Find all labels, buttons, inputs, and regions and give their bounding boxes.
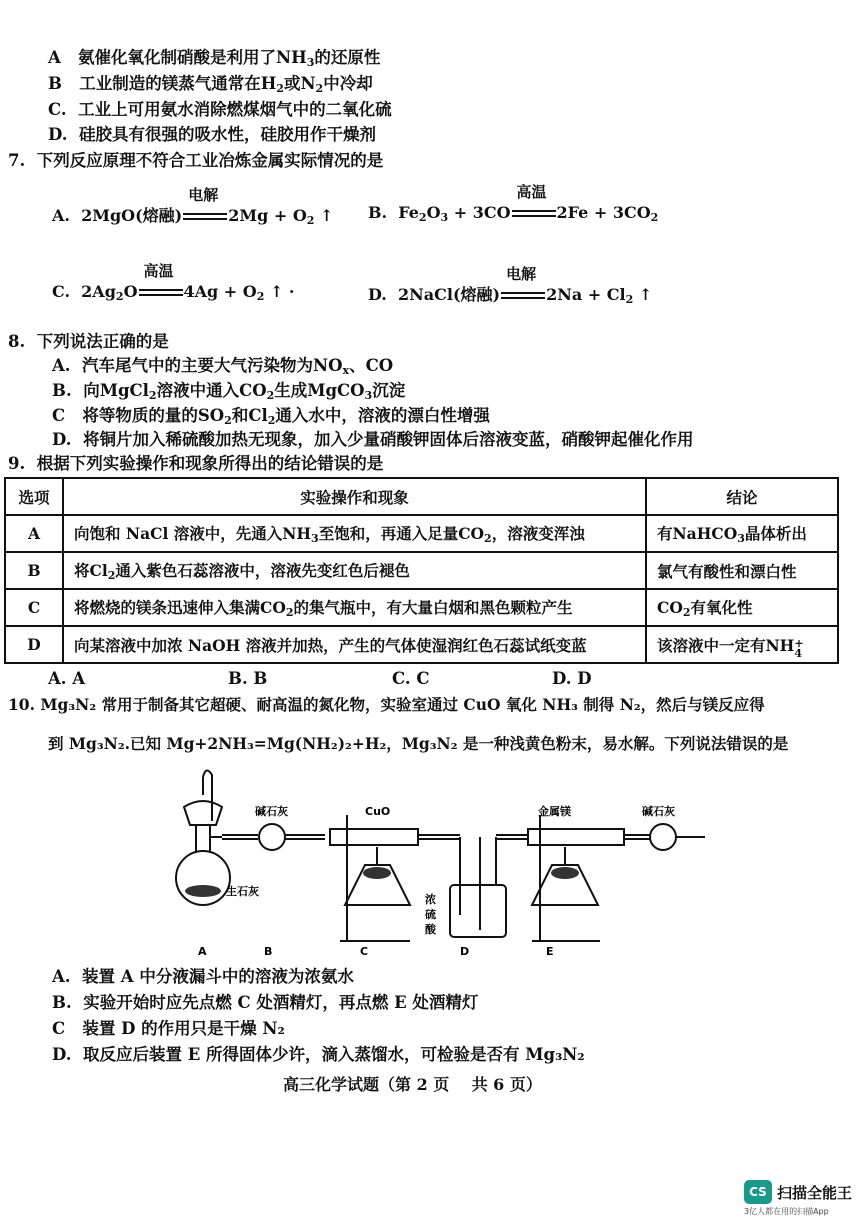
q8-option-c: C 将等物质的量的$SO_2$和$Cl_2$通入水中，溶液的漂白性增强 [52,406,490,427]
q7-option-b: B. $Fe_2O_3 + 3CO$ 高温 $2Fe + 3CO_2$ [368,183,659,224]
row-operation: 将燃烧的镁条迅速伸入集满$CO_2$的集气瓶中，有大量白烟和黑色颗粒产生 [63,589,646,626]
q7-option-c: C. $2Ag_2O$ 高温 $4Ag + O_2$ ↑ · [52,262,295,303]
q9-stem: 9. 根据下列实验操作和现象所得出的结论错误的是 [8,454,384,473]
row-conclusion: 有NaHCO$_3$晶体析出 [646,515,838,552]
table-row [5,626,838,663]
label-cuo: CuO [365,805,391,818]
label-acid-2: 硫 [425,908,436,921]
q6-option-b: B 工业制造的镁蒸气通常在$H_2$或$N_2$中冷却 [48,74,373,95]
unit-d: D [460,945,470,958]
q9-table [4,477,839,664]
q9-answer-b: B. B [228,669,268,688]
q10-option-c: C 装置 D 的作用只是干燥 N₂ [52,1019,285,1038]
apparatus-diagram [160,765,720,960]
q10-option-d: D. 取反应后装置 E 所得固体少许，滴入蒸馏水，可检验是否有 Mg₃N₂ [52,1045,585,1064]
row-option: D [5,626,63,663]
label-soda-lime: 碱石灰 [255,805,288,818]
row-operation: 向某溶液中加浓 NaOH 溶液并加热，产生的气体使湿润红色石蕊试纸变蓝 [63,626,646,663]
q8-option-a: A. 汽车尾气中的主要大气污染物为$NO_x$、CO [52,356,394,377]
q8-stem: 8. 下列说法正确的是 [8,332,169,351]
row-conclusion: 该溶液中一定有NH + 4 [646,626,838,663]
table-row [5,552,838,589]
header-conclusion: 结论 [646,478,838,515]
q7-option-a: A. 2MgO(熔融) 电解 $2Mg + O_2$ ↑ [52,186,334,227]
q6-option-d: D. 硅胶具有很强的吸水性，硅胶用作干燥剂 [48,125,376,144]
label-soda-lime-2: 碱石灰 [642,805,675,818]
q8-option-b: B. 向MgCl$_2$溶液中通入$CO_2$生成MgCO$_3$沉淀 [52,381,406,402]
table-row [5,515,838,552]
page-footer: 高三化学试题（第 2 页 共 6 页） [283,1075,542,1094]
scanner-watermark: CS 扫描全能王 3亿人都在用的扫描App [744,1180,852,1217]
header-operation: 实验操作和现象 [63,478,646,515]
q6-option-c: C. 工业上可用氨水消除燃煤烟气中的二氧化硫 [48,100,392,119]
unit-e: E [546,945,554,958]
cs-logo-icon: CS [744,1180,772,1204]
label-magnesium: 金属镁 [538,805,571,818]
table-header-row [5,478,838,515]
row-conclusion: 氯气有酸性和漂白性 [646,552,838,589]
q6-option-a: A 氨催化氧化制硝酸是利用了$NH_3$的还原性 [48,48,381,69]
q7-stem: 7. 下列反应原理不符合工业冶炼金属实际情况的是 [8,151,384,170]
unit-c: C [360,945,369,958]
q10-stem-line1: 10. Mg₃N₂ 常用于制备其它超硬、耐高温的氮化物，实验室通过 CuO 氧化 NH₃ 制得 N₂，然后与镁反应得 [8,695,765,714]
unit-a: A [198,945,207,958]
q9-answer-d: D. D [552,669,592,688]
q10-stem-line2: 到 Mg₃N₂.已知 Mg+2NH₃=Mg(NH₂)₂+H₂，Mg₃N₂ 是一种浅黄色粉末，易水解。下列说法错误的是 [48,734,789,753]
q7-option-d: D. 2NaCl(熔融) 电解 $2Na + Cl_2$ ↑ [368,265,653,306]
q9-answer-a: A. A [48,669,86,688]
row-option: C [5,589,63,626]
q10-option-a: A. 装置 A 中分液漏斗中的溶液为浓氨水 [52,967,354,986]
row-option: A [5,515,63,552]
q8-option-d: D. 将铜片加入稀硫酸加热无现象，加入少量硝酸钾固体后溶液变蓝，硝酸钾起催化作用 [52,430,694,449]
label-quicklime: 生石灰 [226,885,259,898]
q10-option-b: B. 实验开始时应先点燃 C 处酒精灯，再点燃 E 处酒精灯 [52,993,479,1012]
header-option: 选项 [5,478,63,515]
table-row [5,589,838,626]
row-operation: 将$Cl_2$通入紫色石蕊溶液中，溶液先变红色后褪色 [63,552,646,589]
row-option: B [5,552,63,589]
label-acid-1: 浓 [425,893,436,906]
row-operation: 向饱和 NaCl 溶液中，先通入$NH_3$至饱和，再通入足量$CO_2$，溶液变浑浊 [63,515,646,552]
q9-answer-c: C. C [392,669,430,688]
label-acid-3: 酸 [425,923,436,936]
unit-b: B [264,945,273,958]
row-conclusion: $CO_2$有氧化性 [646,589,838,626]
